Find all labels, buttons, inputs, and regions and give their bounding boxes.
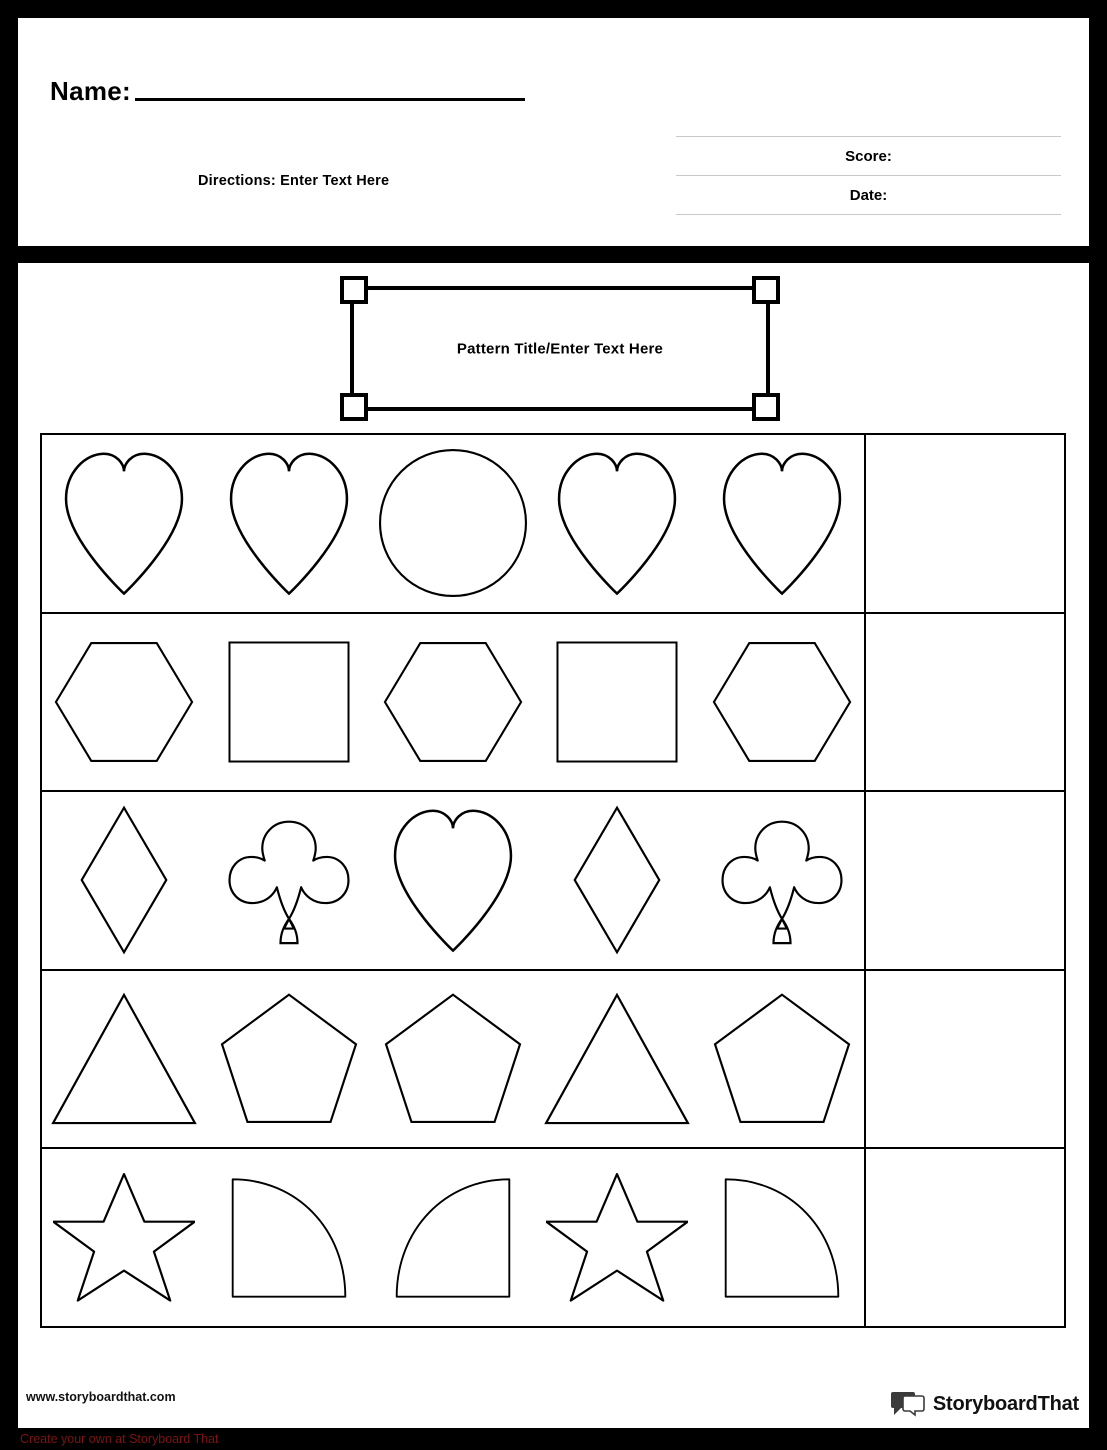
shape-cell	[535, 614, 699, 791]
quarter-circle-flipped-icon	[394, 1177, 512, 1299]
shape-cell	[700, 1149, 864, 1326]
pattern-title-text[interactable]: Pattern Title/Enter Text Here	[456, 340, 664, 357]
triangle-icon	[49, 989, 199, 1129]
bottom-note-text: Create your own at Storyboard That	[20, 1432, 219, 1446]
answer-cell[interactable]	[866, 971, 1064, 1148]
square-icon	[227, 640, 351, 764]
answer-cell[interactable]	[866, 614, 1064, 791]
heart-icon	[226, 448, 352, 598]
shape-cell	[42, 792, 206, 969]
pentagon-icon	[383, 992, 523, 1126]
square-icon	[555, 640, 679, 764]
row-shapes	[42, 792, 866, 969]
date-row[interactable]	[676, 176, 1061, 215]
heart-icon	[719, 448, 845, 598]
shape-cell	[535, 971, 699, 1148]
shape-cell	[42, 1149, 206, 1326]
table-row	[42, 614, 1064, 793]
shape-cell	[206, 1149, 370, 1326]
shape-cell	[371, 1149, 535, 1326]
shape-cell	[371, 614, 535, 791]
shape-cell	[700, 971, 864, 1148]
club-icon	[228, 812, 350, 948]
table-row	[42, 1149, 1064, 1326]
footer-url[interactable]: www.storyboardthat.com	[26, 1390, 176, 1404]
quarter-circle-icon	[230, 1177, 348, 1299]
name-label: Name:	[50, 76, 131, 106]
star-icon	[546, 1170, 688, 1306]
answer-cell[interactable]	[866, 792, 1064, 969]
pentagon-icon	[219, 992, 359, 1126]
pentagon-icon	[712, 992, 852, 1126]
shape-cell	[371, 792, 535, 969]
pattern-title-frame[interactable]	[350, 286, 770, 411]
shape-cell	[206, 435, 370, 612]
name-input-line[interactable]	[135, 98, 525, 101]
speech-bubble-icon	[891, 1390, 925, 1418]
row-shapes	[42, 435, 866, 612]
shape-cell	[535, 435, 699, 612]
score-row[interactable]	[676, 136, 1061, 176]
shape-cell	[206, 971, 370, 1148]
hexagon-icon	[381, 639, 525, 765]
shape-cell	[371, 971, 535, 1148]
hexagon-icon	[52, 639, 196, 765]
date-label: Date:	[849, 186, 888, 204]
shape-cell	[371, 435, 535, 612]
shape-cell	[206, 614, 370, 791]
pattern-grid	[40, 433, 1066, 1328]
triangle-icon	[542, 989, 692, 1129]
row-shapes	[42, 614, 866, 791]
shape-cell	[700, 614, 864, 791]
table-row	[42, 971, 1064, 1150]
table-row	[42, 792, 1064, 971]
worksheet-sheet	[18, 18, 1089, 1432]
row-shapes	[42, 971, 866, 1148]
brand-name: StoryboardThat	[932, 1392, 1079, 1415]
shape-cell	[42, 614, 206, 791]
table-row	[42, 435, 1064, 614]
frame-corner-top-left	[340, 276, 368, 304]
shape-cell	[700, 792, 864, 969]
shape-cell	[42, 971, 206, 1148]
worksheet-header	[18, 18, 1089, 238]
score-label: Score:	[845, 147, 892, 165]
heart-icon	[390, 805, 516, 955]
brand-logo-group[interactable]	[891, 1390, 1079, 1418]
heart-icon	[61, 448, 187, 598]
shape-cell	[535, 792, 699, 969]
club-icon	[721, 812, 843, 948]
hexagon-icon	[710, 639, 854, 765]
circle-icon	[377, 447, 529, 599]
bottom-note-strip	[0, 1428, 1107, 1450]
answer-cell[interactable]	[866, 435, 1064, 612]
directions-text[interactable]: Directions: Enter Text Here	[198, 173, 390, 189]
diamond-icon	[571, 805, 663, 955]
shape-cell	[206, 792, 370, 969]
star-icon	[53, 1170, 195, 1306]
shape-cell	[535, 1149, 699, 1326]
heart-icon	[554, 448, 680, 598]
name-field[interactable]	[50, 76, 525, 107]
frame-corner-top-right	[752, 276, 780, 304]
shape-cell	[42, 435, 206, 612]
quarter-circle-icon	[723, 1177, 841, 1299]
row-shapes	[42, 1149, 866, 1326]
frame-corner-bottom-left	[340, 393, 368, 421]
frame-corner-bottom-right	[752, 393, 780, 421]
header-divider-bar	[18, 246, 1089, 263]
diamond-icon	[78, 805, 170, 955]
shape-cell	[700, 435, 864, 612]
score-date-box	[676, 136, 1061, 215]
answer-cell[interactable]	[866, 1149, 1064, 1326]
